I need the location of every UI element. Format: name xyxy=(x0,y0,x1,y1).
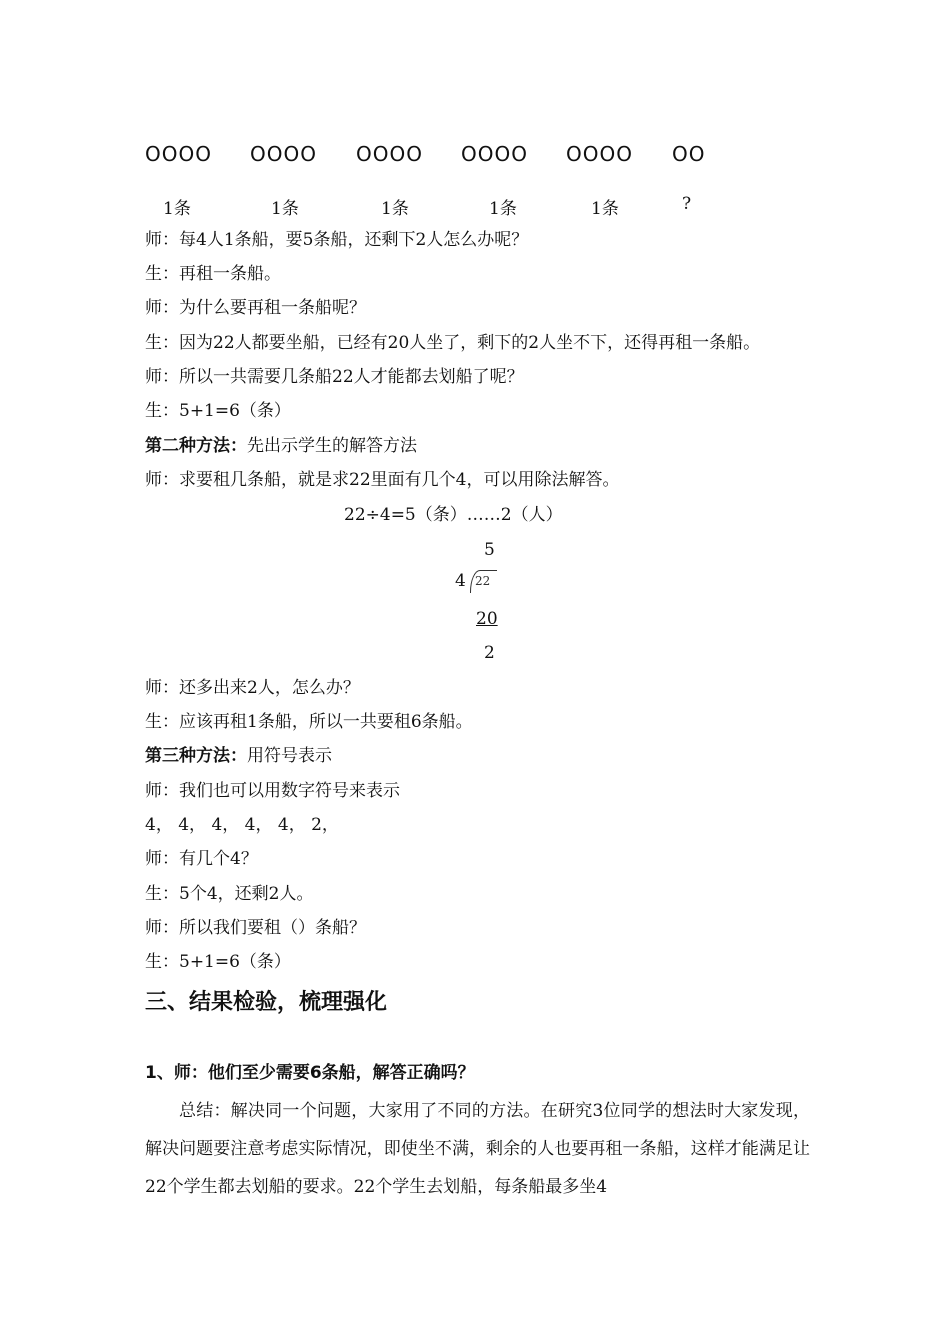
boat-label: 1条 xyxy=(163,199,191,219)
boat-label: 1条 xyxy=(489,199,517,219)
division-product: 20 xyxy=(476,609,498,629)
method-3-line xyxy=(145,744,332,768)
summary-paragraph: 总结：解决同一个问题，大家用了不同的方法。在研究3位同学的想法时大家发现，解决问题要注意考虑实际情况，即使坐不满，剩余的人也要再租一条船，这样才能满足让22个学生都去划船的要求。22个学生去划船，每条船最多坐4 xyxy=(145,1101,810,1197)
method-3-text: 用符号表示 xyxy=(247,746,332,766)
section-heading: 三、结果检验，梳理强化 xyxy=(145,990,388,1015)
dialogue-line: 生：5+1=6（条） xyxy=(145,401,291,421)
circle-group: OO xyxy=(672,142,706,166)
method-2-line xyxy=(145,434,417,458)
dialogue-line: 师：有几个4？ xyxy=(145,849,258,869)
circle-group: OOOO xyxy=(566,142,633,166)
division-divisor: 4 xyxy=(455,571,466,591)
boat-label: 1条 xyxy=(381,199,409,219)
dialogue-line: 师：还多出来2人，怎么办？ xyxy=(145,678,360,698)
dialogue-line: 生：5+1=6（条） xyxy=(145,952,291,972)
dialogue-line: 师：所以我们要租（）条船？ xyxy=(145,918,366,938)
dialogue-line: 生：再租一条船。 xyxy=(145,264,281,284)
method-3-label: 第三种方法： xyxy=(145,746,247,766)
circle-group: OOOO xyxy=(250,142,317,166)
division-remainder: 2 xyxy=(484,643,495,663)
dialogue-line: 生：应该再租1条船，所以一共要租6条船。 xyxy=(145,712,473,732)
circle-groups xyxy=(145,142,825,168)
number-sequence: 4， 4， 4， 4， 4， 2， xyxy=(145,815,339,835)
dialogue-line: 师：求要租几条船，就是求22里面有几个4，可以用除法解答。 xyxy=(145,470,620,490)
division-dividend: 22 xyxy=(475,574,491,588)
division-equation: 22÷4=5（条）……2（人） xyxy=(344,505,563,525)
dialogue-line: 师：所以一共需要几条船22人才能都去划船了呢？ xyxy=(145,367,524,387)
dialogue-line: 师：我们也可以用数字符号来表示 xyxy=(145,781,400,801)
dialogue-line: 师：每4人1条船，要5条船，还剩下2人怎么办呢？ xyxy=(145,230,529,250)
circle-group: OOOO xyxy=(461,142,528,166)
dialogue-line: 师：为什么要再租一条船呢？ xyxy=(145,298,366,318)
boat-label: ? xyxy=(682,194,692,214)
circle-group: OOOO xyxy=(356,142,423,166)
method-2-label: 第二种方法： xyxy=(145,436,247,456)
circle-group: OOOO xyxy=(145,142,212,166)
boat-label: 1条 xyxy=(591,199,619,219)
boat-labels xyxy=(145,194,825,218)
division-quotient: 5 xyxy=(484,540,495,560)
method-2-text: 先出示学生的解答方法 xyxy=(247,436,417,456)
dialogue-line: 生：5个4，还剩2人。 xyxy=(145,884,314,904)
boat-label: 1条 xyxy=(271,199,299,219)
question-heading: 1、师：他们至少需要6条船，解答正确吗？ xyxy=(145,1063,475,1083)
dialogue-line: 生：因为22人都要坐船，已经有20人坐了，剩下的2人坐不下，还得再租一条船。 xyxy=(145,333,761,353)
